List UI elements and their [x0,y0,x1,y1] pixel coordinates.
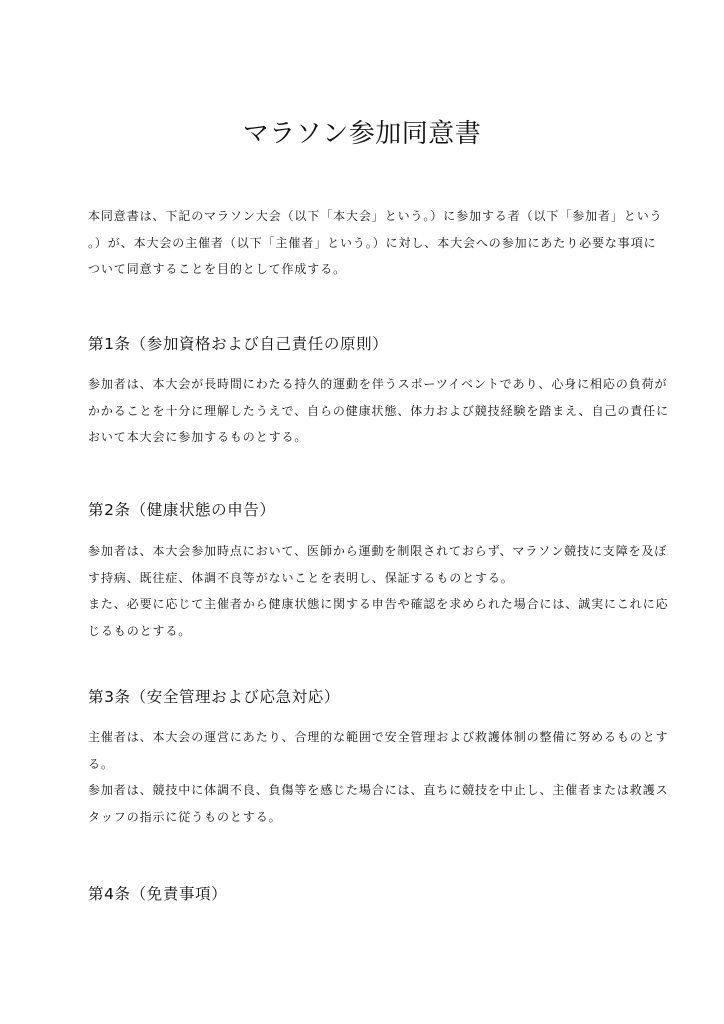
article-2-line: す持病、既往症、体調不良等がないことを表明し、保証するものとする。 [88,570,514,585]
intro-paragraph [88,203,663,283]
article-1-line: かかることを十分に理解したうえで、自らの健康状態、体力および競技経験を踏まえ、自己の責任に [88,403,669,418]
article-2-body [88,538,669,644]
article-3-body [88,724,669,830]
article-2-line: また、必要に応じて主催者から健康状態に関する申告や確認を求められた場合には、誠実にこれに応 [88,597,669,611]
article-4-heading: 第4条（免責事項） [88,885,228,903]
article-3-line: 主催者は、本大会の運営にあたり、合理的な範囲で安全管理および救護体制の整備に努めるものとす [88,730,669,744]
article-2-line: 参加者は、本大会参加時点において、医師から運動を制限されておらず、マラソン競技に支障を及ぼ [88,544,668,558]
intro-line: 本同意書は、下記のマラソン大会（以下「本大会」という。）に参加する者（以下「参加者」という [88,209,663,223]
article-1-heading: 第1条（参加資格および自己責任の原則） [88,335,389,353]
article-1-body [88,371,669,451]
article-2-line: じるものとする。 [88,623,192,638]
intro-line: 。）が、本大会の主催者（以下「主催者」という。）に対し、本大会への参加にあたり必要な事項に [88,235,657,250]
article-3-heading: 第3条（安全管理および応急対応） [88,688,340,706]
article-3-line: る。 [88,756,114,771]
article-3-line: 参加者は、競技中に体調不良、負傷等を感じた場合には、直ちに競技を中止し、主催者または救護ス [88,783,669,797]
article-3-line: タッフの指示に従うものとする。 [88,809,282,824]
article-1-line: 参加者は、本大会が長時間にわたる持久的運動を伴うスポーツイベントであり、心身に相応の負荷が [88,377,668,391]
article-2-heading: 第2条（健康状態の申告） [88,501,276,519]
document-title: マラソン参加同意書 [242,119,482,149]
article-1-line: おいて本大会に参加するものとする。 [88,430,308,444]
intro-line: ついて同意することを目的として作成する。 [88,262,347,276]
